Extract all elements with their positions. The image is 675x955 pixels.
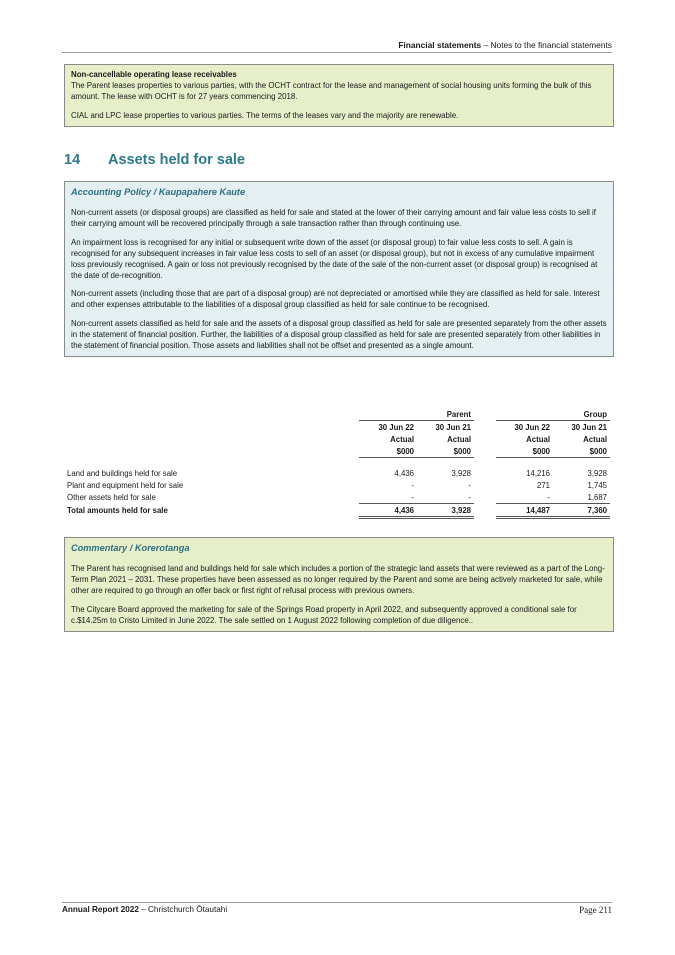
policy-paragraph: Non-current assets classified as held for sale and the assets of a disposal group classified as held for sale are presented separately from the other assets in the statement of financial position. Further, the liabilities of a disposal group classified as held for sale are presented separately from other liabilities in the statement of financial position. Those assets and liabilities shall not be offset and presented as a single amount. <box>71 318 607 350</box>
total-value: 7,360 <box>553 504 610 518</box>
table-column-units: $000 <box>417 445 474 458</box>
footer-separator: – <box>138 905 148 914</box>
policy-paragraph: An impairment loss is recognised for any initial or subsequent write down of the asset (or disposal group) to fair value less costs to sell. A gain is recognised for any subsequent increases in fair value less costs to sell of an asset (or disposal group), but not in excess of any cumulative impairment loss previously recognised. A gain or loss not previously recognised by the date of the sale of the non-current asset (or disposal group) is recognised at the date of de-recognition. <box>71 237 598 280</box>
table-column-date: 30 Jun 22 <box>378 422 414 432</box>
row-value: 3,928 <box>451 468 471 478</box>
table-row <box>64 491 610 504</box>
assets-held-for-sale-table <box>64 408 610 519</box>
page-header <box>62 40 612 53</box>
policy-paragraph: Non-current assets (or disposal groups) are classified as held for sale and stated at the lower of their carrying amount and fair value less costs to sell if their carrying amount will be recovered principally through a sale transaction rather than through continuing use. <box>71 208 596 228</box>
commentary-box-title: Commentary / Korerotanga <box>71 543 190 553</box>
table-column-basis: Actual <box>390 434 414 444</box>
table-group-header-row <box>64 408 610 421</box>
header-separator: – <box>481 40 491 50</box>
row-label: Land and buildings held for sale <box>67 468 178 478</box>
table-column-basis: Actual <box>447 434 471 444</box>
table-column-date: 30 Jun 21 <box>571 422 607 432</box>
commentary-paragraph: The Citycare Board approved the marketing for sale of the Springs Road property in April 2022, and subsequently approved a conditional sale for c.$14.25m to Cristo Limited in June 2022. The sale settled on 1 August 2022 following completion of due diligence.. <box>71 604 577 625</box>
lease-box-paragraph: The Parent leases properties to various parties, with the OCHT contract for the lease and management of social housing units forming the bulk of this amount. The lease with OCHT is for 27 years commencing 2018. <box>71 81 592 101</box>
row-value: - <box>411 492 414 502</box>
table-group-header: Parent <box>359 408 474 421</box>
total-label: Total amounts held for sale <box>67 506 168 515</box>
lease-box-title: Non-cancellable operating lease receivables <box>71 70 237 79</box>
row-value: 1,745 <box>587 480 607 490</box>
page-number: Page 211 <box>579 905 612 915</box>
lease-box-paragraph: CIAL and LPC lease properties to various parties. The terms of the leases vary and the majority are renewable. <box>71 110 459 120</box>
commentary-box <box>64 537 614 632</box>
row-label: Other assets held for sale <box>67 492 156 502</box>
table-column-units: $000 <box>553 445 610 458</box>
table-column-date: 30 Jun 21 <box>435 422 471 432</box>
row-value: - <box>468 492 471 502</box>
row-value: 14,216 <box>526 468 550 478</box>
row-value: - <box>547 492 550 502</box>
footer-org: Christchurch Ōtautahi <box>148 905 228 914</box>
table-column-units: $000 <box>359 445 417 458</box>
table-column-units: $000 <box>496 445 553 458</box>
table-row <box>64 467 610 479</box>
row-label: Plant and equipment held for sale <box>67 480 184 490</box>
section-title: Assets held for sale <box>108 152 245 168</box>
table-column-date: 30 Jun 22 <box>514 422 550 432</box>
policy-paragraph: Non-current assets (including those that are part of a disposal group) are not depreciated or amortised while they are classified as held for sale. Interest and other expenses attributable to the liabilities of a disposal group classified as held for sale continue to be recognised. <box>71 289 600 309</box>
footer-report: Annual Report 2022 <box>62 905 139 914</box>
row-value: 3,928 <box>587 468 607 478</box>
page-footer <box>62 902 612 914</box>
row-value: 4,436 <box>394 468 414 478</box>
total-value: 3,928 <box>417 504 474 518</box>
header-subsection: Notes to the financial statements <box>490 40 612 50</box>
table-total-row <box>64 504 610 518</box>
lease-receivables-box <box>64 64 614 127</box>
table-column-basis: Actual <box>526 434 550 444</box>
table-row <box>64 479 610 491</box>
row-value: - <box>411 480 414 490</box>
row-value: - <box>468 480 471 490</box>
row-value: 1,687 <box>587 492 607 502</box>
header-section: Financial statements <box>398 40 482 50</box>
total-value: 4,436 <box>359 504 417 518</box>
policy-box-title: Accounting Policy / Kaupapahere Kaute <box>71 187 246 197</box>
table-column-basis: Actual <box>583 434 607 444</box>
table-date-row <box>64 421 610 434</box>
accounting-policy-box <box>64 181 614 357</box>
total-value: 14,487 <box>496 504 553 518</box>
table-units-row <box>64 445 610 458</box>
section-heading <box>64 152 245 168</box>
commentary-paragraph: The Parent has recognised land and buildings held for sale which includes a portion of the strategic land assets that were reviewed as a part of the Long-Term Plan 2021 – 2031. These properties have been assessed as no longer required by the Parent and some are being actively marketed for sale, while other are required to go through an offer back or first right of refusal process with previous owners. <box>71 564 605 595</box>
table-basis-row <box>64 433 610 445</box>
table-group-header: Group <box>496 408 610 421</box>
section-number: 14 <box>64 152 81 168</box>
row-value: 271 <box>536 480 550 490</box>
